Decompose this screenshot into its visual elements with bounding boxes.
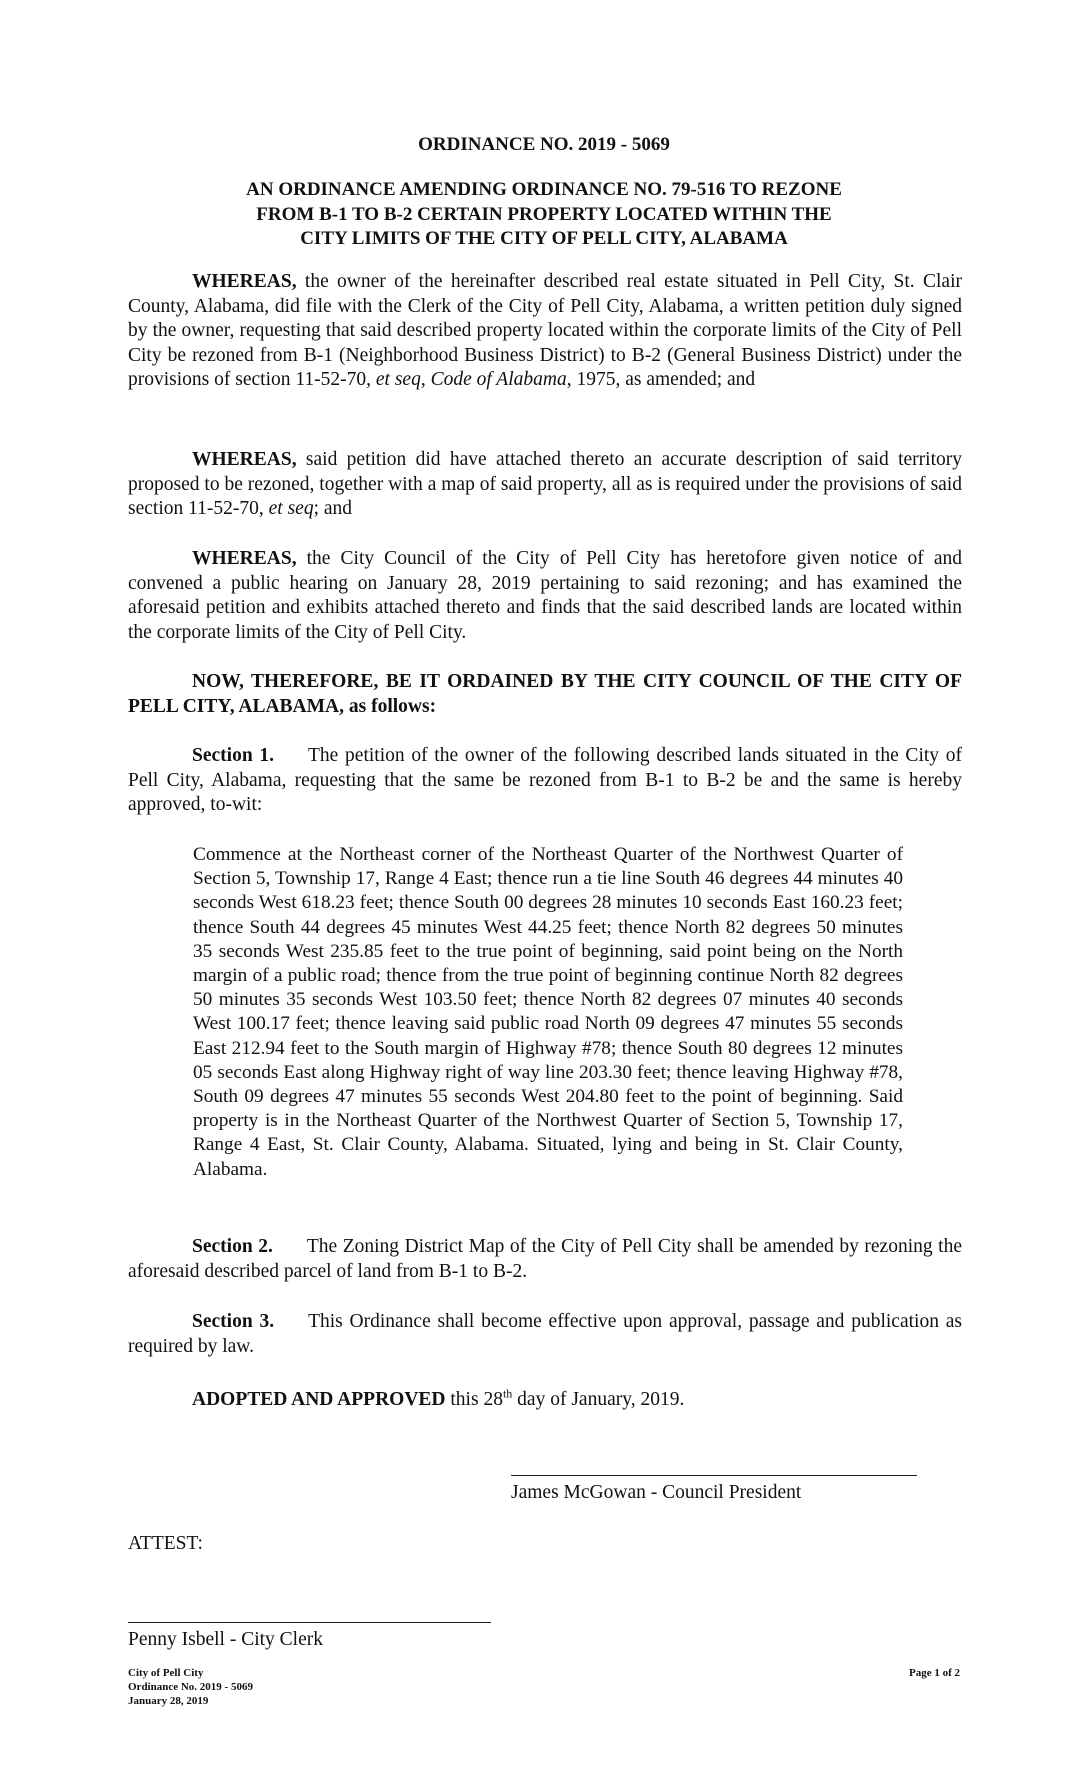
section-3	[128, 1310, 962, 1359]
ordinance-heading	[180, 178, 908, 252]
whereas-text: ; and	[313, 498, 353, 519]
heading-line-1: AN ORDINANCE AMENDING ORDINANCE NO. 79-516 TO REZONE	[246, 179, 842, 200]
page-footer	[128, 1666, 253, 1708]
whereas-lead: WHEREAS,	[192, 449, 297, 470]
section-text: This Ordinance shall become effective upon approval, passage and publication as required by law.	[128, 1311, 962, 1357]
section-label: Section 1.	[192, 745, 275, 766]
footer-city: City of Pell City	[128, 1667, 204, 1679]
ordained-text: NOW, THEREFORE, BE IT ORDAINED BY THE CITY COUNCIL OF THE CITY OF PELL CITY, ALABAMA, as follows:	[128, 671, 962, 717]
page-number: Page 1 of 2	[908, 1667, 960, 1679]
whereas-italic: Code of Alabama	[430, 369, 567, 390]
whereas-text: the owner of the hereinafter described real estate situated in Pell City, St. Clair County, Alabama, did file with the Clerk of the City of Pell City, Alabama, a written petition duly signed by the owner, requesting that said described property located within the corporate limits of the City of Pell City be rezoned from B-1 (Neighborhood Business District) to B-2 (General Business District) under the provisions of section 11-52-70,	[128, 271, 962, 390]
adopted-lead: ADOPTED AND APPROVED	[192, 1389, 446, 1410]
heading-line-3: CITY LIMITS OF THE CITY OF PELL CITY, ALABAMA	[300, 228, 788, 249]
attest-label: ATTEST:	[128, 1533, 203, 1554]
section-2	[128, 1235, 962, 1284]
section-label: Section 3.	[192, 1311, 275, 1332]
president-signature-label: James McGowan - Council President	[511, 1482, 802, 1503]
section-text: The petition of the owner of the following described lands situated in the City of Pell City, Alabama, requesting that the same be rezoned from B-1 to B-2 be and the same is hereby approved, to-wit:	[128, 745, 962, 815]
heading-line-2: FROM B-1 TO B-2 CERTAIN PROPERTY LOCATED WITHIN THE	[256, 203, 832, 225]
president-signature-line	[511, 1475, 917, 1476]
whereas-text: the City Council of the City of Pell City has heretofore given notice of and convened a public hearing on January 28, 2019 pertaining to said rezoning; and has examined the aforesaid petition and exhibits attached thereto and finds that the said described lands are located within the corporate limits of the City of Pell City.	[128, 548, 962, 643]
whereas-text: , 1975, as amended; and	[566, 369, 756, 390]
whereas-paragraph-1	[128, 270, 962, 393]
footer-ordinance-number: Ordinance No. 2019 - 5069	[128, 1681, 253, 1693]
adopted-text: this 28	[445, 1389, 503, 1410]
whereas-italic: et seq	[375, 369, 421, 390]
ordained-clause	[128, 670, 962, 719]
whereas-text: ,	[420, 369, 431, 390]
legal-description: Commence at the Northeast corner of the Northeast Quarter of the Northwest Quarter of Section 5, Township 17, Range 4 East; thence run a tie line South 46 degrees 44 minutes 40 seconds West 618.23 feet; thence South 00 degrees 28 minutes 10 seconds East 160.23 feet; thence South 44 degrees 45 minutes West 44.25 feet; thence North 82 degrees 50 minutes 35 seconds West 235.85 feet to the true point of beginning, said point being on the North margin of a public road; thence from the true point of beginning continue North 82 degrees 50 minutes 35 seconds West 103.50 feet; thence North 82 degrees 07 minutes 40 seconds West 100.17 feet; thence leaving said public road North 09 degrees 47 minutes 55 seconds East 212.94 feet to the South margin of Highway #78; thence South 80 degrees 12 minutes 05 seconds East along Highway right of way line 203.30 feet; thence leaving Highway #78, South 09 degrees 47 minutes 55 seconds West 204.80 feet to the point of beginning. Said property is in the Northeast Quarter of the Northwest Quarter of Section 5, Township 17, Range 4 East, St. Clair County, Alabama. Situated, lying and being in St. Clair County, Alabama.	[193, 844, 903, 1180]
section-label: Section 2.	[192, 1236, 273, 1257]
clerk-signature-line	[128, 1622, 491, 1623]
whereas-text: said petition did have attached thereto an accurate description of said territory proposed to be rezoned, together with a map of said property, all as is required under the provisions of said section 11-52-70,	[128, 449, 962, 519]
whereas-paragraph-3	[128, 547, 962, 645]
ordinal-suffix: th	[502, 1386, 513, 1401]
section-1	[128, 744, 962, 818]
clerk-signature-label: Penny Isbell - City Clerk	[128, 1629, 323, 1650]
adopted-text: day of January, 2019.	[512, 1389, 685, 1410]
section-text: The Zoning District Map of the City of Pell City shall be amended by rezoning the aforesaid described parcel of land from B-1 to B-2.	[128, 1236, 962, 1282]
whereas-paragraph-2	[128, 448, 962, 522]
whereas-italic: et seq	[268, 498, 314, 519]
ordinance-title: ORDINANCE NO. 2019 - 5069	[418, 134, 670, 155]
adopted-clause	[128, 1388, 962, 1413]
footer-date: January 28, 2019	[128, 1695, 209, 1707]
whereas-lead: WHEREAS,	[192, 548, 297, 569]
whereas-lead: WHEREAS,	[192, 271, 297, 292]
